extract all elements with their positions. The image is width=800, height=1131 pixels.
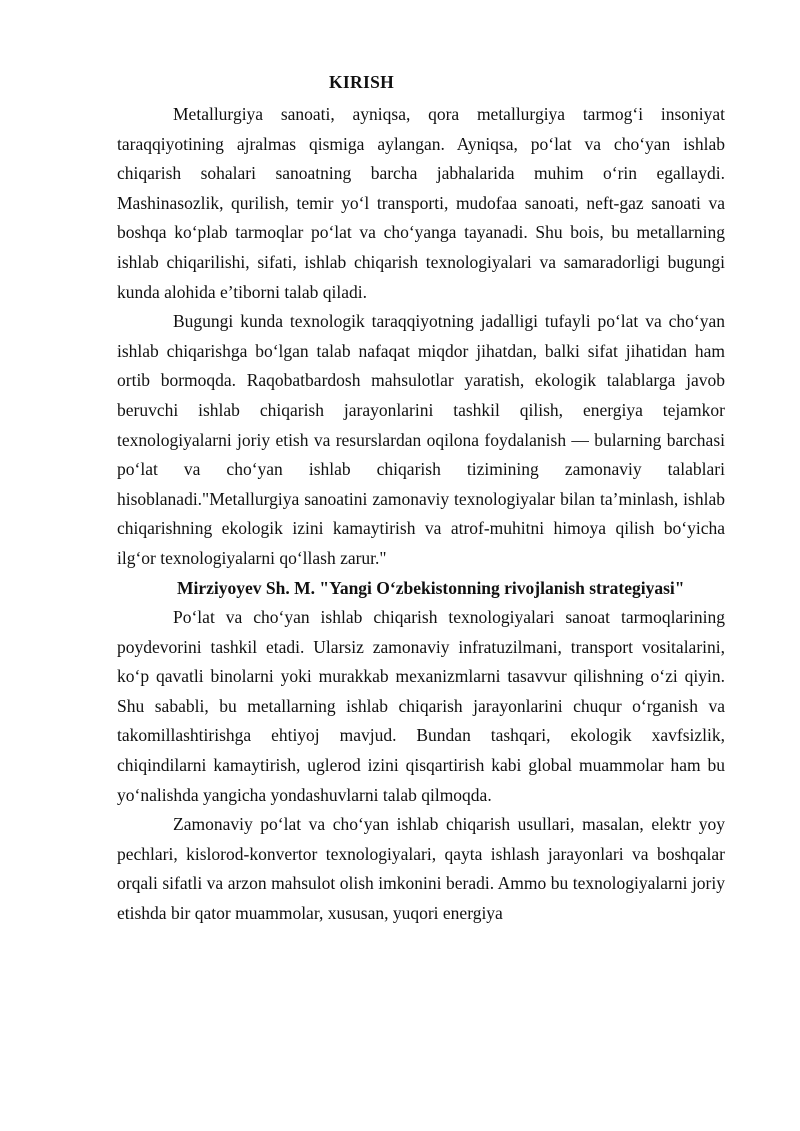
paragraph-3: Po‘lat va cho‘yan ishlab chiqarish texnologiyalari sanoat tarmoqlarining poydevorini tashkil etadi. Ularsiz zamonaviy infratuzilmani, transport vositalarini, ko‘p qavatli binolarni yoki murakkab mexanizmlarni tasavvur qilishning o‘zi qiyin. Shu sababli, bu metallarning ishlab chiqarish jarayonlarini chuqur o‘rganish va takomillashtirishga ehtiyoj mavjud. Bundan tashqari, ekologik xavfsizlik, chiqindilarni kamaytirish, uglerod izini qisqartirish kabi global muammolar ham bu yo‘nalishda yangicha yondashuvlarni talab qilmoqda.: [117, 607, 725, 805]
paragraph-4: Zamonaviy po‘lat va cho‘yan ishlab chiqarish usullari, masalan, elektr yoy pechlari, kislorod-konvertor texnologiyalari, qayta ishlash jarayonlari va boshqalar orqali sifatli va arzon mahsulot olish imkonini beradi. Ammo bu texnologiyalarni joriy etishda bir qator muammolar, xususan, yuqori energiya: [117, 814, 725, 924]
paragraph-2: Bugungi kunda texnologik taraqqiyotning jadalligi tufayli po‘lat va cho‘yan ishlab chiqarishga bo‘lgan talab nafaqat miqdor jihatdan, balki sifat jihatidan ham ortib bormoqda. Raqobatbardosh mahsulotlar yaratish, ekologik talablarga javob beruvchi ishlab chiqarish jarayonlarini tashkil qilish, energiya tejamkor texnologiyalarni joriy etish va resurslardan oqilona foydalanish — bularning barchasi po‘lat va cho‘yan ishlab chiqarish tizimining zamonaviy talablari hisoblanadi."Metallurgiya sanoatini zamonaviy texnologiyalar bilan ta’minlash, ishlab chiqarishning ekologik izini kamaytirish va atrof-muhitni himoya qilish bo‘yicha ilg‘or texnologiyalarni qo‘llash zarur.": [117, 311, 725, 568]
quote-source: Mirziyoyev Sh. M. "Yangi O‘zbekistonning rivojlanish strategiyasi": [177, 577, 685, 598]
document-page: [117, 66, 725, 929]
paragraph-1: Metallurgiya sanoati, ayniqsa, qora metallurgiya tarmog‘i insoniyat taraqqiyotining ajralmas qismiga aylangan. Ayniqsa, po‘lat va cho‘yan ishlab chiqarish sohalari sanoatning barcha jabhalarida muhim o‘rin egallaydi. Mashinasozlik, qurilish, temir yo‘l transporti, mudofaa sanoati, neft-gaz sanoati va boshqa ko‘plab tarmoqlar po‘lat va cho‘yanga tayanadi. Shu bois, bu metallarning ishlab chiqarilishi, sifati, ishlab chiqarish texnologiyalari va samaradorligi bugungi kunda alohida e’tiborni talab qiladi.: [117, 104, 725, 302]
section-title: KIRISH: [329, 72, 395, 92]
